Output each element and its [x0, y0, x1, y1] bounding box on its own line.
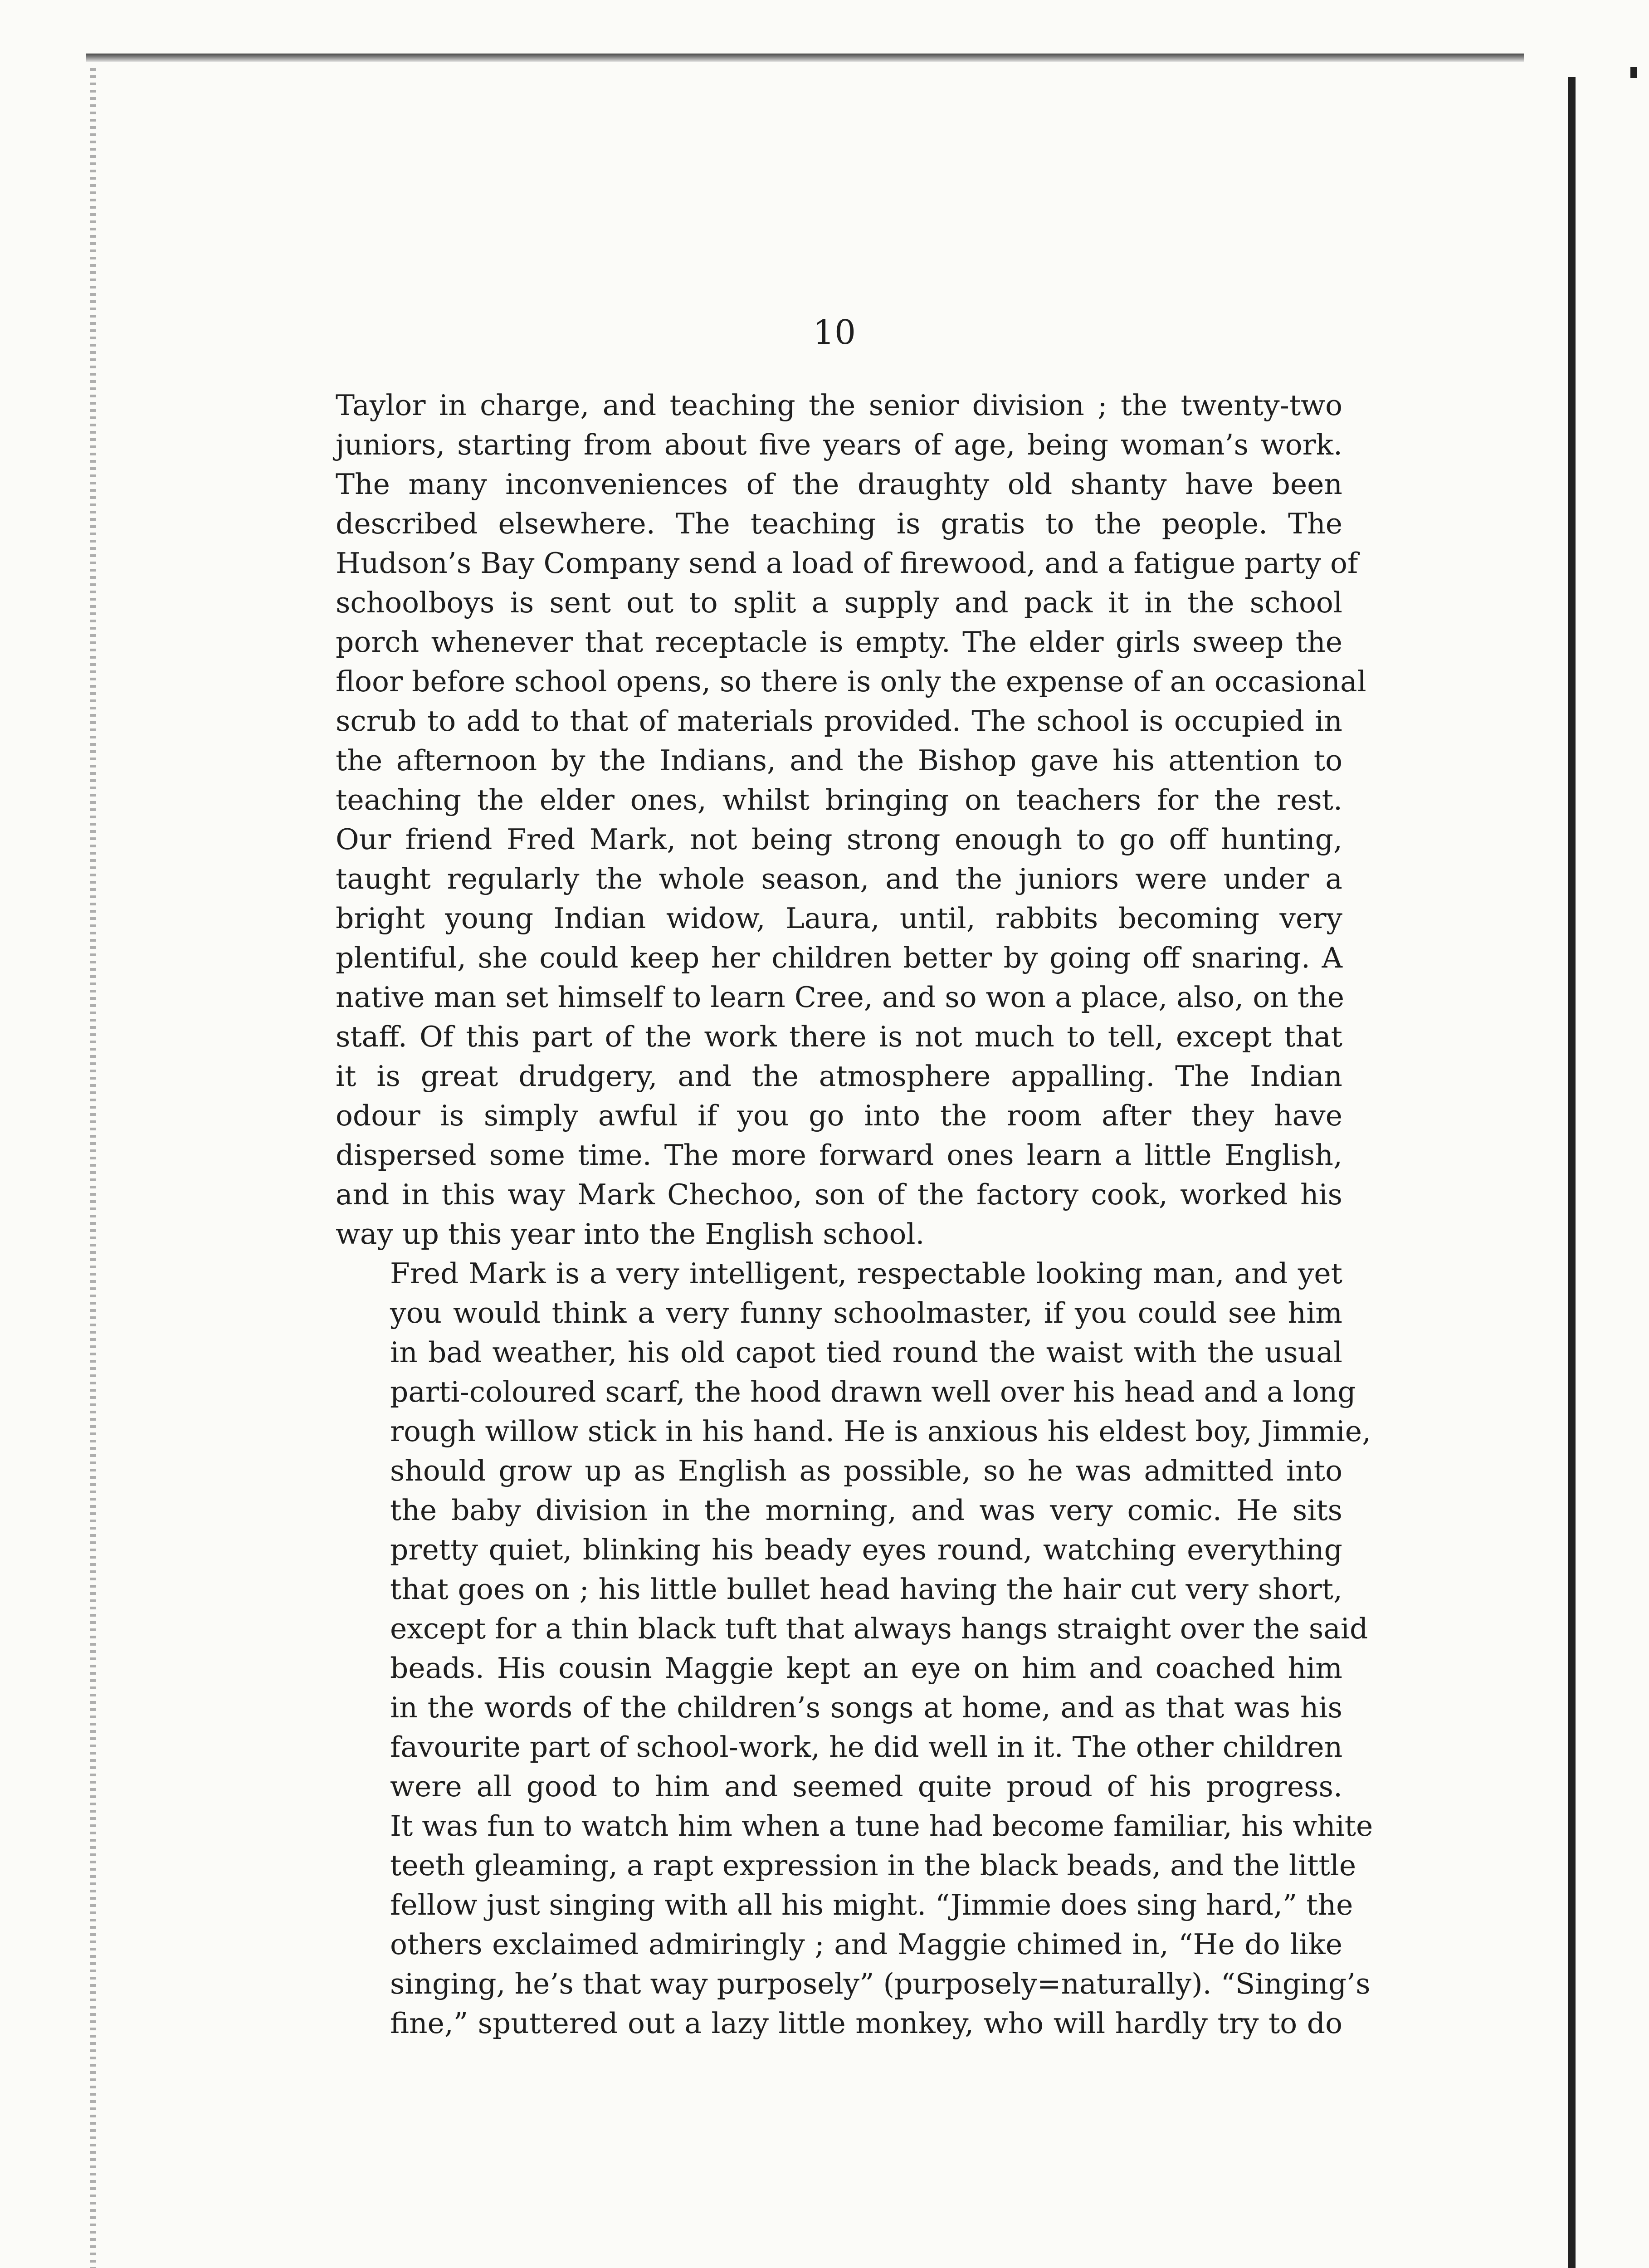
- body-text: [336, 386, 1373, 2043]
- text-line: fellow just singing with all his might. “Jimmie does sing hard,” the: [390, 1888, 1353, 1921]
- text-line: pretty quiet, blinking his beady eyes round, watching everything: [390, 1533, 1342, 1566]
- text-line: The many inconveniences of the draughty old shanty have been: [336, 468, 1342, 501]
- text-line: rough willow stick in his hand. He is anxious his eldest boy, Jimmie,: [390, 1415, 1371, 1448]
- text-line: bright young Indian widow, Laura, until, rabbits becoming very: [336, 902, 1342, 935]
- text-line: it is great drudgery, and the atmosphere appalling. The Indian: [336, 1060, 1342, 1093]
- text-line: dispersed some time. The more forward ones learn a little English,: [336, 1139, 1342, 1172]
- text-line: favourite part of school-work, he did well in it. The other children: [390, 1730, 1343, 1764]
- text-line: beads. His cousin Maggie kept an eye on him and coached him: [390, 1652, 1342, 1685]
- scan-edge-left: [90, 68, 96, 2268]
- text-line: staff. Of this part of the work there is not much to tell, except that: [336, 1020, 1342, 1053]
- text-line: were all good to him and seemed quite proud of his progress.: [390, 1770, 1342, 1803]
- text-line: you would think a very funny schoolmaster, if you could see him: [390, 1296, 1342, 1330]
- text-line: Fred Mark is a very intelligent, respectable looking man, and yet: [390, 1257, 1342, 1290]
- text-line: described elsewhere. The teaching is gratis to the people. The: [336, 507, 1342, 540]
- text-line: juniors, starting from about five years of age, being woman’s work.: [336, 428, 1342, 461]
- text-line: the baby division in the morning, and was very comic. He sits: [390, 1494, 1342, 1527]
- text-line: except for a thin black tuft that always hangs straight over the said: [390, 1612, 1368, 1645]
- text-line: plentiful, she could keep her children better by going off snaring. A: [336, 941, 1342, 974]
- text-line: and in this way Mark Chechoo, son of the factory cook, worked his: [336, 1178, 1342, 1211]
- text-line: singing, he’s that way purposely” (purposely=naturally). “Singing’s: [390, 1967, 1371, 2000]
- text-line: that goes on ; his little bullet head having the hair cut very short,: [390, 1573, 1342, 1606]
- text-line: odour is simply awful if you go into the room after they have: [336, 1099, 1342, 1132]
- text-line: fine,” sputtered out a lazy little monkey, who will hardly try to do: [390, 2007, 1342, 2040]
- text-line: teaching the elder ones, whilst bringing on teachers for the rest.: [336, 783, 1342, 816]
- text-line: scrub to add to that of materials provided. The school is occupied in: [336, 704, 1342, 738]
- text-line: Our friend Fred Mark, not being strong enough to go off hunting,: [336, 823, 1342, 856]
- text-line: floor before school opens, so there is only the expense of an occasional: [336, 665, 1366, 698]
- text-line: should grow up as English as possible, so he was admitted into: [390, 1454, 1342, 1487]
- text-line: the afternoon by the Indians, and the Bishop gave his attention to: [336, 744, 1342, 777]
- text-line: in bad weather, his old capot tied round the waist with the usual: [390, 1336, 1342, 1369]
- text-line: native man set himself to learn Cree, and so won a place, also, on the: [336, 981, 1345, 1014]
- text-line: teeth gleaming, a rapt expression in the black beads, and the little: [390, 1849, 1356, 1882]
- text-line: schoolboys is sent out to split a supply and pack it in the school: [336, 586, 1342, 619]
- text-line: taught regularly the whole season, and the juniors were under a: [336, 862, 1342, 895]
- text-line: porch whenever that receptacle is empty. The elder girls sweep the: [336, 626, 1342, 659]
- text-line: parti-coloured scarf, the hood drawn well over his head and a long: [390, 1375, 1356, 1408]
- text-line: way up this year into the English school.: [336, 1217, 925, 1251]
- scan-edge-right: [1568, 77, 1576, 2268]
- scan-edge-top: [86, 54, 1524, 62]
- paragraph-1: [336, 386, 1366, 1254]
- text-line: Taylor in charge, and teaching the senior division ; the twenty-two: [336, 389, 1342, 422]
- scan-mark: [1630, 67, 1637, 78]
- text-line: in the words of the children’s songs at home, and as that was his: [390, 1691, 1342, 1724]
- paragraph-2: [336, 1254, 1373, 2043]
- text-line: It was fun to watch him when a tune had become familiar, his white: [390, 1809, 1373, 1843]
- text-line: others exclaimed admiringly ; and Maggie chimed in, “He do like: [390, 1928, 1342, 1961]
- page-number: 10: [813, 313, 856, 352]
- text-line: Hudson’s Bay Company send a load of firewood, and a fatigue party of: [336, 547, 1358, 580]
